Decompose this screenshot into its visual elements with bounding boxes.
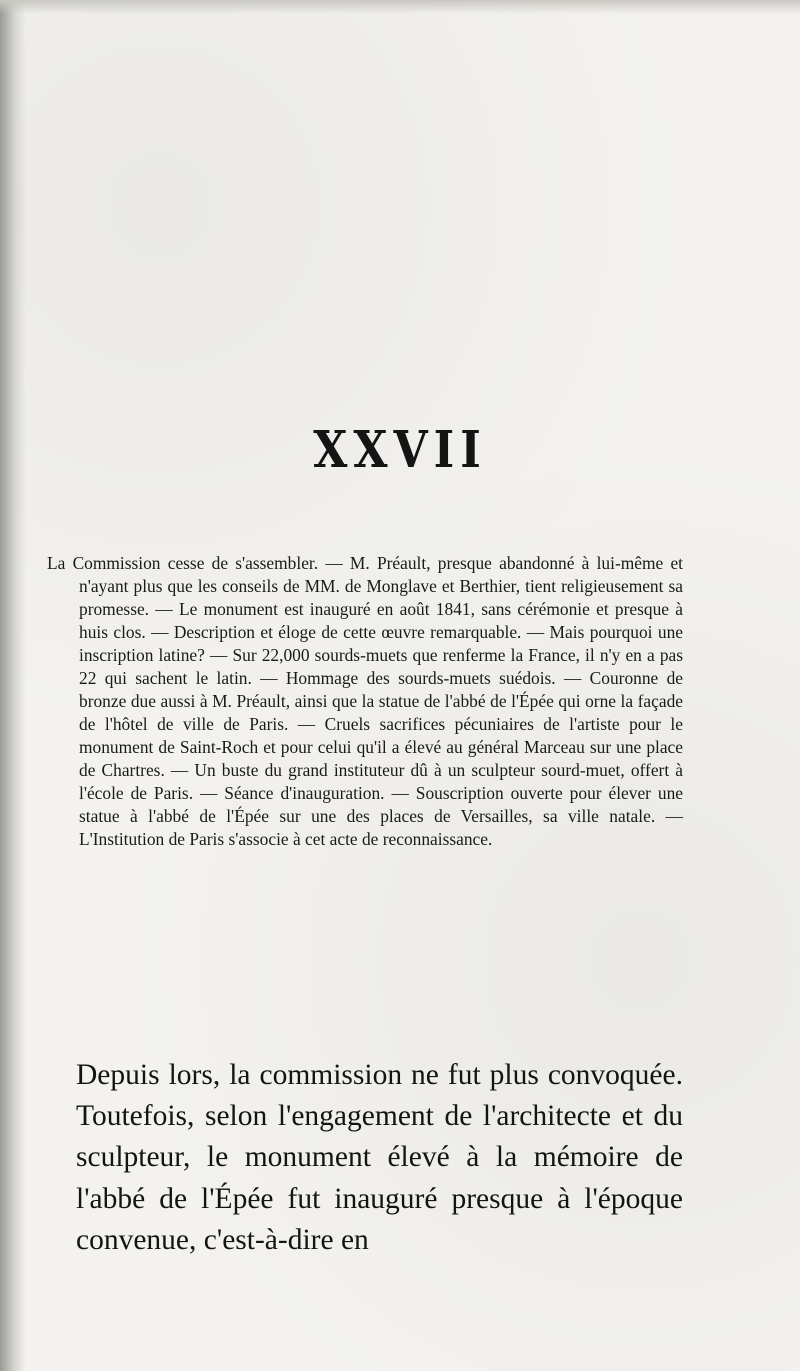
page-binding-shadow xyxy=(0,0,26,1371)
chapter-summary xyxy=(47,552,683,851)
body-text xyxy=(76,1055,683,1261)
chapter-summary-text: La Commission cesse de s'assembler. — M. Préault, presque abandonné à lui-même et n'ayant plus que les conseils de MM. de Monglave et Berthier, tient religieusement sa promesse. — Le monument est inauguré en août 1841, sans cérémonie et presque à huis clos. — Description et éloge de cette œuvre remarquable. — Mais pourquoi une inscription latine? — Sur 22,000 sourds-muets que renferme la France, il n'y en a pas 22 qui sachent le latin. — Hommage des sourds-muets suédois. — Couronne de bronze due aussi à M. Préault, ainsi que la statue de l'abbé de l'Épée qui orne la façade de l'hôtel de ville de Paris. — Cruels sacrifices pécuniaires de l'artiste pour le monument de Saint-Roch et pour celui qu'il a élevé au général Marceau sur une place de Chartres. — Un buste du grand instituteur dû à un sculpteur sourd-muet, offert à l'école de Paris. — Séance d'inauguration. — Souscription ouverte pour élever une statue à l'abbé de l'Épée sur une des places de Versailles, sa ville natale. — L'Institution de Paris s'associe à cet acte de reconnaissance. xyxy=(47,553,683,849)
page-top-shadow xyxy=(0,0,800,14)
chapter-number: XXVII xyxy=(313,421,487,480)
body-paragraph: Depuis lors, la commission ne fut plus convoquée. Toutefois, selon l'engagement de l'architecte et du sculpteur, le monument élevé à la mémoire de l'abbé de l'Épée fut inauguré presque à l'époque convenue, c'est-à-dire en xyxy=(76,1059,683,1256)
